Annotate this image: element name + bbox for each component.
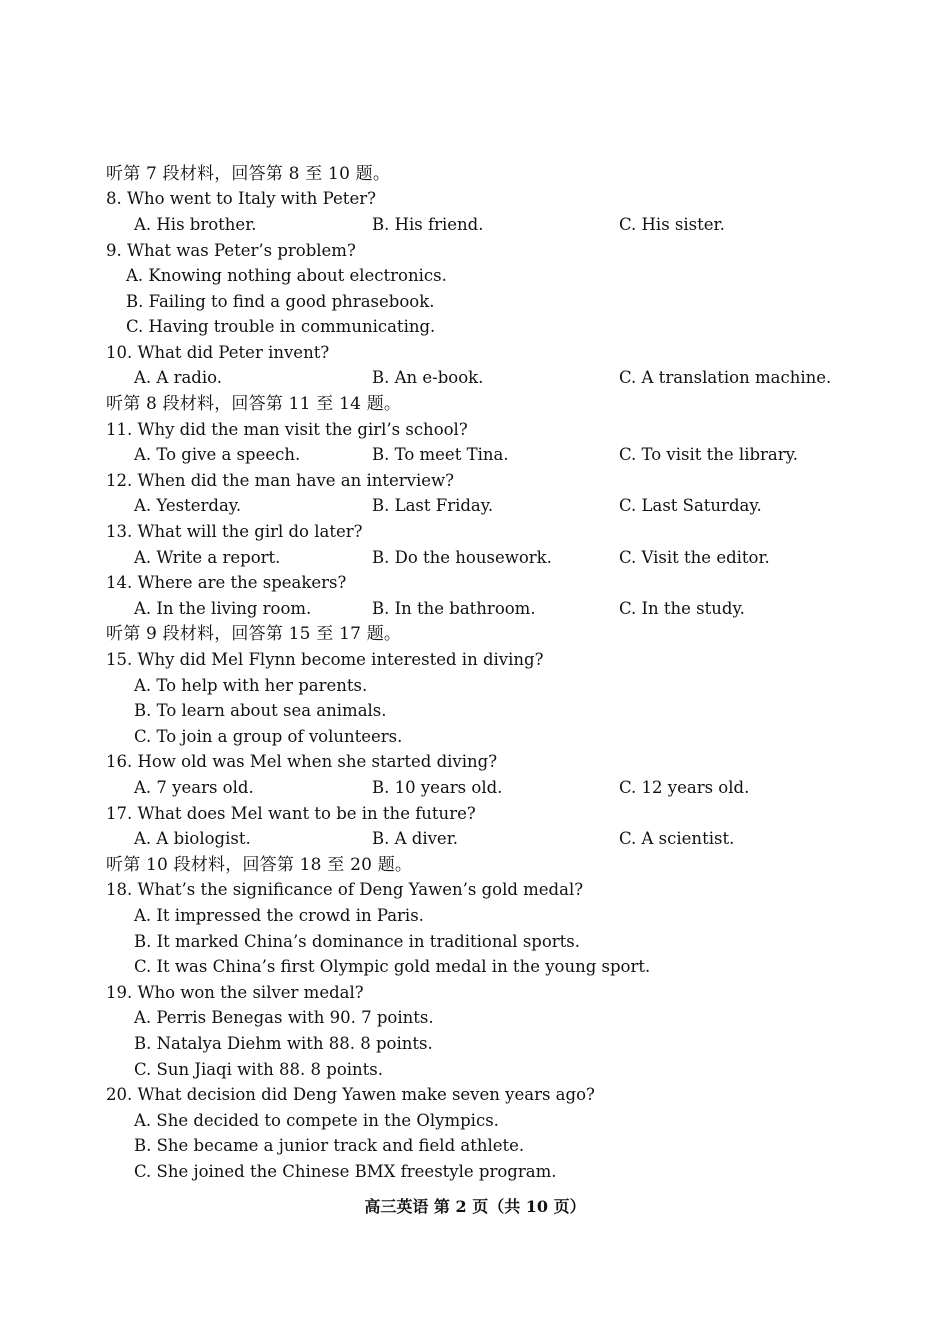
section-heading-10: 听第 10 段材料，回答第 18 至 20 题。 xyxy=(106,855,413,875)
q11-option-c: C. To visit the library. xyxy=(619,445,799,464)
q11-option-b: B. To meet Tina. xyxy=(372,445,509,464)
q20-option-c: C. She joined the Chinese BMX freestyle program. xyxy=(134,1162,557,1181)
q8-option-b: B. His friend. xyxy=(372,215,484,234)
q19-option-b: B. Natalya Diehm with 88. 8 points. xyxy=(134,1034,433,1053)
question-16-options xyxy=(106,776,846,800)
question-19-option-a-row xyxy=(106,1006,846,1030)
question-18-option-b-row xyxy=(106,930,846,954)
q9-option-c: C. Having trouble in communicating. xyxy=(126,317,436,336)
question-19-stem: 19. Who won the silver medal? xyxy=(106,983,364,1002)
question-9-stem: 9. What was Peter’s problem? xyxy=(106,241,356,260)
q10-option-b: B. An e-book. xyxy=(372,368,484,387)
question-15-option-c-row xyxy=(106,725,846,749)
question-16-stem: 16. How old was Mel when she started diving? xyxy=(106,752,498,771)
question-18-option-c-row xyxy=(106,955,846,979)
question-11-options xyxy=(106,443,846,467)
q13-option-b: B. Do the housework. xyxy=(372,548,552,567)
q12-option-a: A. Yesterday. xyxy=(134,496,242,515)
question-8-stem: 8. Who went to Italy with Peter? xyxy=(106,189,376,208)
q17-option-c: C. A scientist. xyxy=(619,829,735,848)
question-9-option-b-row xyxy=(106,290,846,314)
page-footer: 高三英语 第 2 页（共 10 页） xyxy=(364,1197,586,1216)
question-20-stem: 20. What decision did Deng Yawen make seven years ago? xyxy=(106,1085,595,1104)
q9-option-a: A. Knowing nothing about electronics. xyxy=(126,266,447,285)
q15-option-c: C. To join a group of volunteers. xyxy=(134,727,403,746)
q20-option-b: B. She became a junior track and field athlete. xyxy=(134,1136,525,1155)
question-15-option-a-row xyxy=(106,674,846,698)
q14-option-a: A. In the living room. xyxy=(134,599,312,618)
question-20-option-c-row xyxy=(106,1160,846,1184)
q13-option-a: A. Write a report. xyxy=(134,548,281,567)
question-18-option-a-row xyxy=(106,904,846,928)
q12-option-b: B. Last Friday. xyxy=(372,496,494,515)
question-20-option-b-row xyxy=(106,1134,846,1158)
q12-option-c: C. Last Saturday. xyxy=(619,496,762,515)
q15-option-a: A. To help with her parents. xyxy=(134,676,368,695)
question-15-stem: 15. Why did Mel Flynn become interested in diving? xyxy=(106,650,544,669)
q10-option-a: A. A radio. xyxy=(134,368,223,387)
question-12-options xyxy=(106,494,846,518)
question-8-options xyxy=(106,213,846,237)
question-14-options xyxy=(106,597,846,621)
question-12-stem: 12. When did the man have an interview? xyxy=(106,471,454,490)
q8-option-a: A. His brother. xyxy=(134,215,257,234)
question-14-stem: 14. Where are the speakers? xyxy=(106,573,347,592)
q16-option-a: A. 7 years old. xyxy=(134,778,254,797)
question-20-option-a-row xyxy=(106,1109,846,1133)
q16-option-b: B. 10 years old. xyxy=(372,778,503,797)
q19-option-c: C. Sun Jiaqi with 88. 8 points. xyxy=(134,1060,384,1079)
q20-option-a: A. She decided to compete in the Olympics. xyxy=(134,1111,499,1130)
q8-option-c: C. His sister. xyxy=(619,215,725,234)
q18-option-c: C. It was China’s first Olympic gold medal in the young sport. xyxy=(134,957,651,976)
q18-option-b: B. It marked China’s dominance in traditional sports. xyxy=(134,932,581,951)
q18-option-a: A. It impressed the crowd in Paris. xyxy=(134,906,424,925)
section-heading-7: 听第 7 段材料，回答第 8 至 10 题。 xyxy=(106,164,391,184)
q13-option-c: C. Visit the editor. xyxy=(619,548,770,567)
question-10-options xyxy=(106,366,846,390)
question-19-option-b-row xyxy=(106,1032,846,1056)
question-13-options xyxy=(106,546,846,570)
q17-option-b: B. A diver. xyxy=(372,829,459,848)
q14-option-b: B. In the bathroom. xyxy=(372,599,536,618)
question-18-stem: 18. What’s the significance of Deng Yawen’s gold medal? xyxy=(106,880,584,899)
q17-option-a: A. A biologist. xyxy=(134,829,251,848)
q9-option-b: B. Failing to find a good phrasebook. xyxy=(126,292,435,311)
question-9-option-c-row xyxy=(106,315,846,339)
question-19-option-c-row xyxy=(106,1058,846,1082)
section-heading-8: 听第 8 段材料，回答第 11 至 14 题。 xyxy=(106,394,402,414)
q10-option-c: C. A translation machine. xyxy=(619,368,832,387)
question-9-option-a-row xyxy=(106,264,846,288)
question-17-stem: 17. What does Mel want to be in the future? xyxy=(106,804,476,823)
question-11-stem: 11. Why did the man visit the girl’s school? xyxy=(106,420,468,439)
question-13-stem: 13. What will the girl do later? xyxy=(106,522,363,541)
question-17-options xyxy=(106,827,846,851)
section-heading-9: 听第 9 段材料，回答第 15 至 17 题。 xyxy=(106,624,402,644)
q11-option-a: A. To give a speech. xyxy=(134,445,301,464)
q19-option-a: A. Perris Benegas with 90. 7 points. xyxy=(134,1008,434,1027)
q16-option-c: C. 12 years old. xyxy=(619,778,750,797)
q14-option-c: C. In the study. xyxy=(619,599,745,618)
question-15-option-b-row xyxy=(106,699,846,723)
q15-option-b: B. To learn about sea animals. xyxy=(134,701,387,720)
question-10-stem: 10. What did Peter invent? xyxy=(106,343,330,362)
